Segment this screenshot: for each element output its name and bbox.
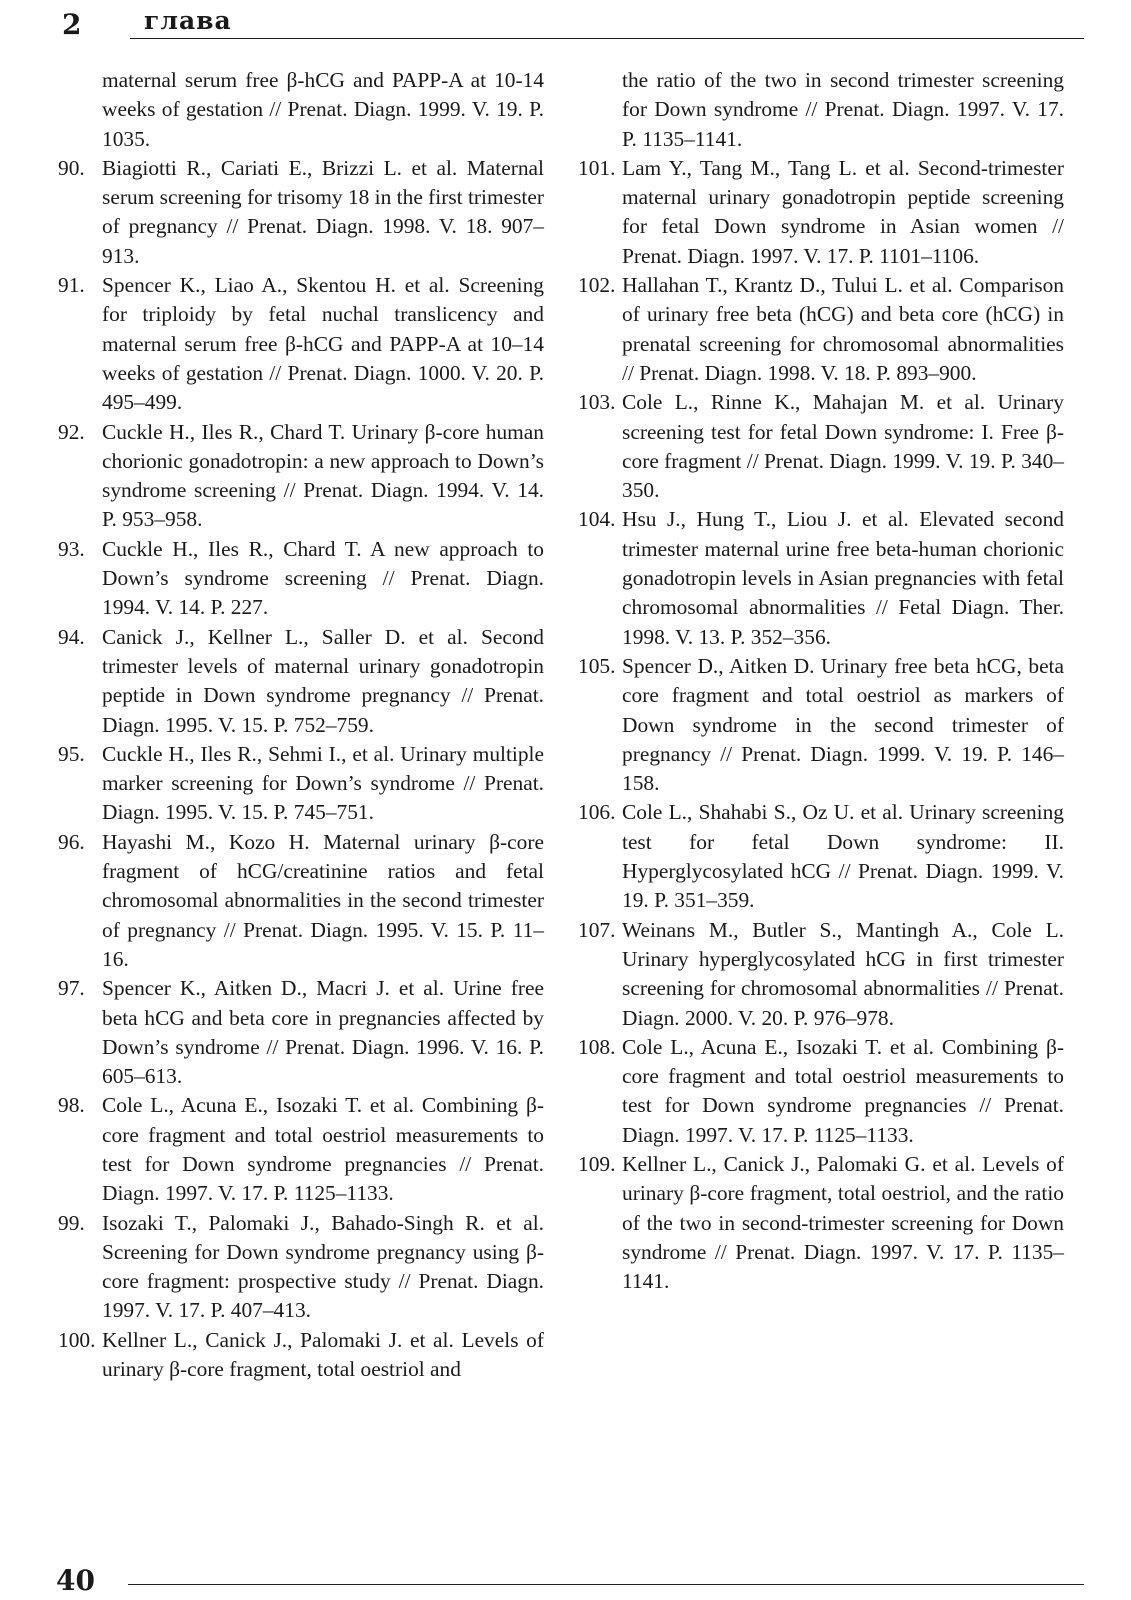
reference-item (58, 828, 544, 974)
chapter-title: глава (144, 6, 232, 35)
left-column (58, 66, 544, 1384)
reference-number: 103. (578, 390, 616, 415)
reference-text: Weinans M., Butler S., Mantingh A., Cole L. Urinary hyperglycosylated hCG in first trimester screening for chromosomal abnormalities // Prenat. Diagn. 2000. V. 20. P. 976–978. (622, 917, 1064, 1030)
reference-text: Cuckle H., Iles R., Chard T. A new approach to Down’s syndrome screening // Prenat. Diagn. 1994. V. 14. P. 227. (102, 536, 544, 620)
reference-number: 90. (58, 155, 85, 180)
reference-item (58, 1209, 544, 1326)
reference-text: the ratio of the two in second trimester screening for Down syndrome // Prenat. Diagn. 1997. V. 17. P. 1135–1141. (622, 68, 1064, 151)
page-header (56, 2, 1084, 44)
reference-item (578, 798, 1064, 915)
reference-number: 100. (58, 1327, 96, 1352)
reference-continuation (58, 66, 544, 154)
reference-item (578, 505, 1064, 651)
reference-number: 105. (578, 653, 616, 678)
reference-number: 102. (578, 273, 616, 298)
reference-item (58, 1326, 544, 1385)
reference-number: 93. (58, 536, 85, 561)
reference-text: Cole L., Rinne K., Mahajan M. et al. Urinary screening test for fetal Down syndrome: I. Free β-core fragment // Prenat. Diagn. 1999. V. 19. P. 340–350. (622, 390, 1064, 503)
reference-item (58, 418, 544, 535)
reference-text: Cuckle H., Iles R., Chard T. Urinary β-core human chorionic gonadotropin: a new approach to Down’s syndrome screening // Prenat. Diagn. 1994. V. 14. P. 953–958. (102, 419, 544, 532)
reference-item (58, 271, 544, 417)
reference-item (58, 974, 544, 1091)
reference-item (58, 154, 544, 271)
header-rule (130, 38, 1084, 39)
reference-number: 98. (58, 1093, 85, 1118)
reference-continuation (578, 66, 1064, 154)
reference-number: 104. (578, 507, 616, 532)
reference-number: 97. (58, 976, 85, 1001)
reference-item (58, 535, 544, 623)
reference-number: 94. (58, 624, 85, 649)
footer-rule (128, 1584, 1084, 1585)
reference-text: Spencer D., Aitken D. Urinary free beta hCG, beta core fragment and total oestriol as markers of Down syndrome in the second trimester of pregnancy // Prenat. Diagn. 1999. V. 19. P. 146–158. (622, 653, 1064, 796)
reference-text: Hallahan T., Krantz D., Tului L. et al. Comparison of urinary free beta (hCG) and beta core (hCG) in prenatal screening for chromosomal abnormalities // Prenat. Diagn. 1998. V. 18. P. 893–900. (622, 273, 1064, 385)
reference-item (578, 652, 1064, 798)
reference-text: Kellner L., Canick J., Palomaki J. et al. Levels of urinary β-core fragment, total oestriol and (102, 1327, 544, 1382)
reference-text: Spencer K., Liao A., Skentou H. et al. Screening for triploidy by fetal nuchal translicency and maternal serum free β-hCG and PAPP-A at 10–14 weeks of gestation // Prenat. Diagn. 1000. V. 20. P. 495–499. (102, 273, 544, 415)
reference-number: 108. (578, 1034, 616, 1059)
reference-text: Cole L., Shahabi S., Oz U. et al. Urinary screening test for fetal Down syndrome: II. Hyperglycosylated hCG // Prenat. Diagn. 1999. V. 19. P. 351–359. (622, 800, 1064, 913)
reference-text: Lam Y., Tang M., Tang L. et al. Second-trimester maternal urinary gonadotropin peptide screening for fetal Down syndrome in Asian women // Prenat. Diagn. 1997. V. 17. P. 1101–1106. (622, 155, 1064, 268)
reference-number: 106. (578, 800, 616, 825)
reference-text: Cuckle H., Iles R., Sehmi I., et al. Urinary multiple marker screening for Down’s syndrome // Prenat. Diagn. 1995. V. 15. P. 745–751. (102, 741, 544, 825)
reference-item (578, 271, 1064, 388)
reference-item (578, 1150, 1064, 1296)
reference-number: 96. (58, 829, 85, 854)
reference-text: Cole L., Acuna E., Isozaki T. et al. Combining β-core fragment and total oestriol measurements to test for Down syndrome pregnancies // Prenat. Diagn. 1997. V. 17. P. 1125–1133. (102, 1093, 544, 1206)
reference-item (578, 154, 1064, 271)
page-footer (56, 1560, 1084, 1598)
reference-item (58, 623, 544, 740)
reference-item (578, 388, 1064, 505)
reference-item (578, 916, 1064, 1033)
reference-text: Biagiotti R., Cariati E., Brizzi L. et al. Maternal serum screening for trisomy 18 in the first trimester of pregnancy // Prenat. Diagn. 1998. V. 18. 907–913. (102, 155, 544, 268)
reference-text: Hsu J., Hung T., Liou J. et al. Elevated second trimester maternal urine free beta-human chorionic gonadotropin levels in Asian pregnancies with fetal chromosomal abnormalities // Fetal Diagn. Ther. 1998. V. 13. P. 352–356. (622, 507, 1064, 649)
reference-text: maternal serum free β-hCG and PAPP-A at 10-14 weeks of gestation // Prenat. Diagn. 1999. V. 19. P. 1035. (102, 68, 544, 151)
right-column (578, 66, 1064, 1296)
reference-number: 99. (58, 1210, 85, 1235)
reference-item (58, 740, 544, 828)
reference-number: 95. (58, 741, 85, 766)
chapter-number: 2 (62, 8, 82, 41)
reference-text: Canick J., Kellner L., Saller D. et al. Second trimester levels of maternal urinary gonadotropin peptide in Down syndrome pregnancy // Prenat. Diagn. 1995. V. 15. P. 752–759. (102, 624, 544, 737)
reference-text: Hayashi M., Kozo H. Maternal urinary β-core fragment of hCG/creatinine ratios and fetal chromosomal abnormalities in the second trimester of pregnancy // Prenat. Diagn. 1995. V. 15. P. 11–16. (102, 829, 544, 971)
reference-number: 107. (578, 917, 616, 942)
reference-item (578, 1033, 1064, 1150)
page-number: 40 (56, 1564, 95, 1597)
reference-number: 92. (58, 419, 85, 444)
reference-item (58, 1091, 544, 1208)
reference-number: 91. (58, 273, 85, 298)
reference-number: 109. (578, 1151, 616, 1176)
reference-text: Isozaki T., Palomaki J., Bahado-Singh R. et al. Screening for Down syndrome pregnancy using β-core fragment: prospective study // Prenat. Diagn. 1997. V. 17. P. 407–413. (102, 1210, 544, 1323)
reference-text: Kellner L., Canick J., Palomaki G. et al. Levels of urinary β-core fragment, total oestriol, and the ratio of the two in second-trimester screening for Down syndrome // Prenat. Diagn. 1997. V. 17. P. 1135–1141. (622, 1151, 1064, 1294)
reference-text: Spencer K., Aitken D., Macri J. et al. Urine free beta hCG and beta core in pregnancies affected by Down’s syndrome // Prenat. Diagn. 1996. V. 16. P. 605–613. (102, 976, 544, 1089)
reference-number: 101. (578, 155, 616, 180)
reference-text: Cole L., Acuna E., Isozaki T. et al. Combining β-core fragment and total oestriol measurements to test for Down syndrome pregnancies // Prenat. Diagn. 1997. V. 17. P. 1125–1133. (622, 1034, 1064, 1147)
